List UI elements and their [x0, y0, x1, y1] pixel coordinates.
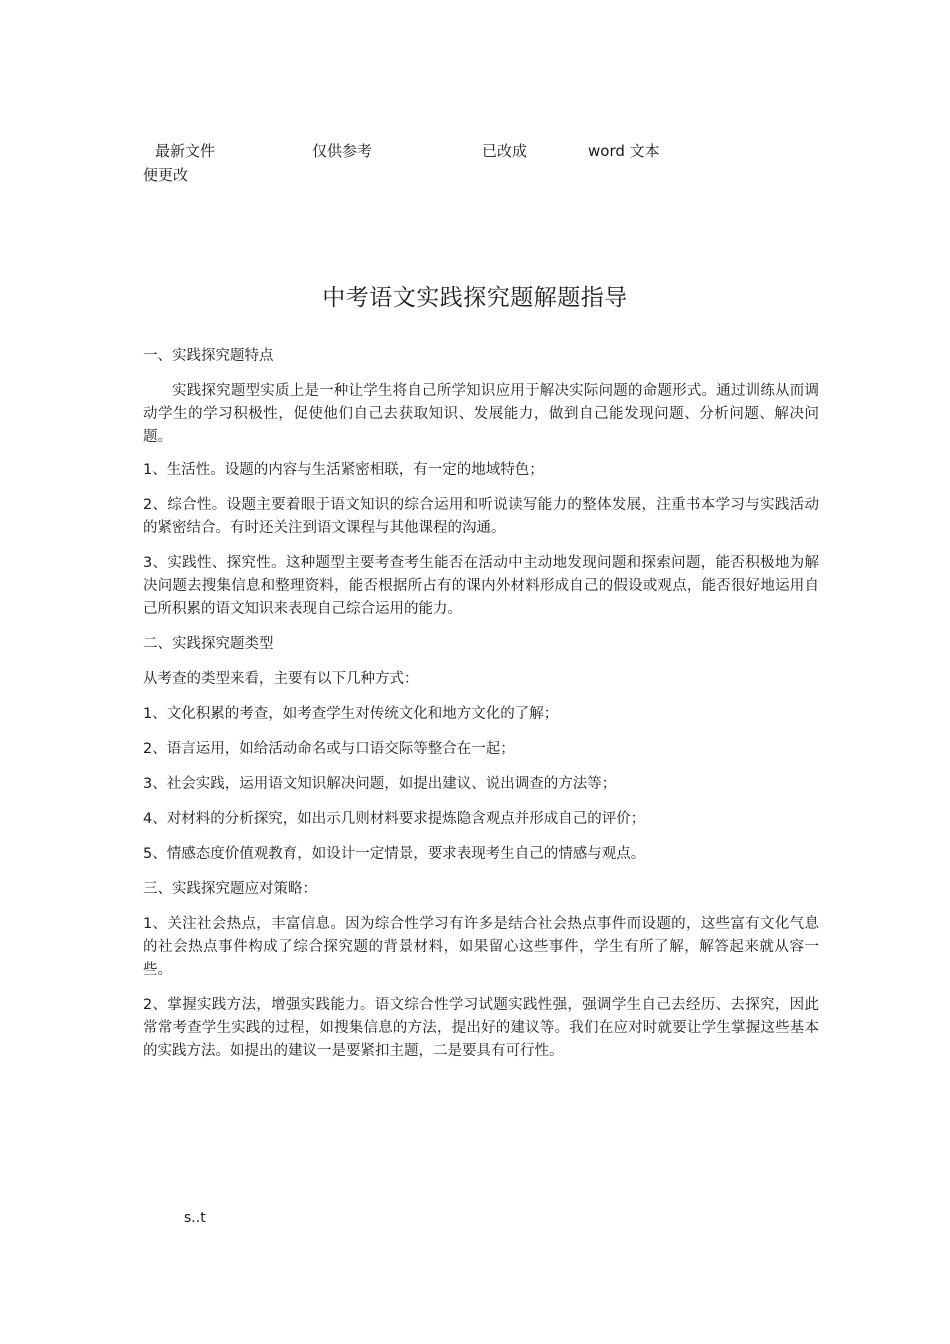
section-2-item: 3、社会实践，运用语文知识解决问题，如提出建议、说出调查的方法等；: [143, 776, 617, 792]
section-1-item: 2、综合性。设题主要着眼于语文知识的综合运用和听说读写能力的整体发展，注重书本学习与实践活动的紧密结合。有时还关注到语文课程与其他课程的沟通。: [143, 497, 819, 536]
section-1-item: 3、实践性、探究性。这种题型主要考查考生能否在活动中主动地发现问题和探索问题，能否积极地为解决问题去搜集信息和整理资料，能否根据所占有的课内外材料形成自己的假设或观点，能否很好地运用自己所积累的语文知识来表现自己综合运用的能力。: [143, 555, 819, 617]
header-note-word-text: word 文本: [588, 142, 660, 160]
section-2-item: 2、语言运用，如给活动命名或与口语交际等整合在一起；: [143, 741, 515, 757]
header-note-reference-only: 仅供参考: [312, 142, 373, 160]
section-2-item: 1、文化积累的考查，如考查学生对传统文化和地方文化的了解；: [143, 706, 559, 722]
section-2-heading: 二、实践探究题类型: [143, 636, 274, 652]
section-3-item: 2、掌握实践方法，增强实践能力。语文综合性学习试题实践性强，强调学生自己去经历、去探究，因此常常考查学生实践的过程，如搜集信息的方法，提出好的建议等。我们在应对时就要让学生掌握这些基本的实践方法。如提出的建议一是要紧扣主题，二是要具有可行性。: [143, 997, 819, 1059]
section-1-heading: 一、实践探究题特点: [143, 348, 274, 364]
header-note-editable: 便更改: [143, 166, 189, 184]
section-2-item: 5、情感态度价值观教育，如设计一定情景，要求表现考生自己的情感与观点。: [143, 846, 646, 862]
footer-mark: s..t: [184, 1210, 206, 1226]
header-note-converted: 已改成: [482, 142, 528, 160]
section-1-intro: 实践探究题型实质上是一种让学生将自己所学知识应用于解决实际问题的命题形式。通过训练从而调动学生的学习积极性，促使他们自己去获取知识、发展能力，做到自己能发现问题、分析问题、解决问题。: [143, 383, 819, 445]
section-2-intro: 从考查的类型来看，主要有以下几种方式：: [143, 671, 419, 687]
section-2-item: 4、对材料的分析探究，如出示几则材料要求提炼隐含观点并形成自己的评价；: [143, 811, 646, 827]
section-1-item: 1、生活性。设题的内容与生活紧密相联，有一定的地域特色；: [143, 462, 544, 478]
document-body: [143, 345, 819, 1075]
header-note-latest-file: 最新文件: [155, 142, 216, 160]
section-3-item: 1、关注社会热点，丰富信息。因为综合性学习有许多是结合社会热点事件而设题的，这些富有文化气息的社会热点事件构成了综合探究题的背景材料，如果留心这些事件，学生有所了解，解答起来就从容一些。: [143, 916, 819, 978]
section-3-heading: 三、实践探究题应对策略：: [143, 881, 317, 897]
document-title: 中考语文实践探究题解题指导: [322, 285, 628, 311]
